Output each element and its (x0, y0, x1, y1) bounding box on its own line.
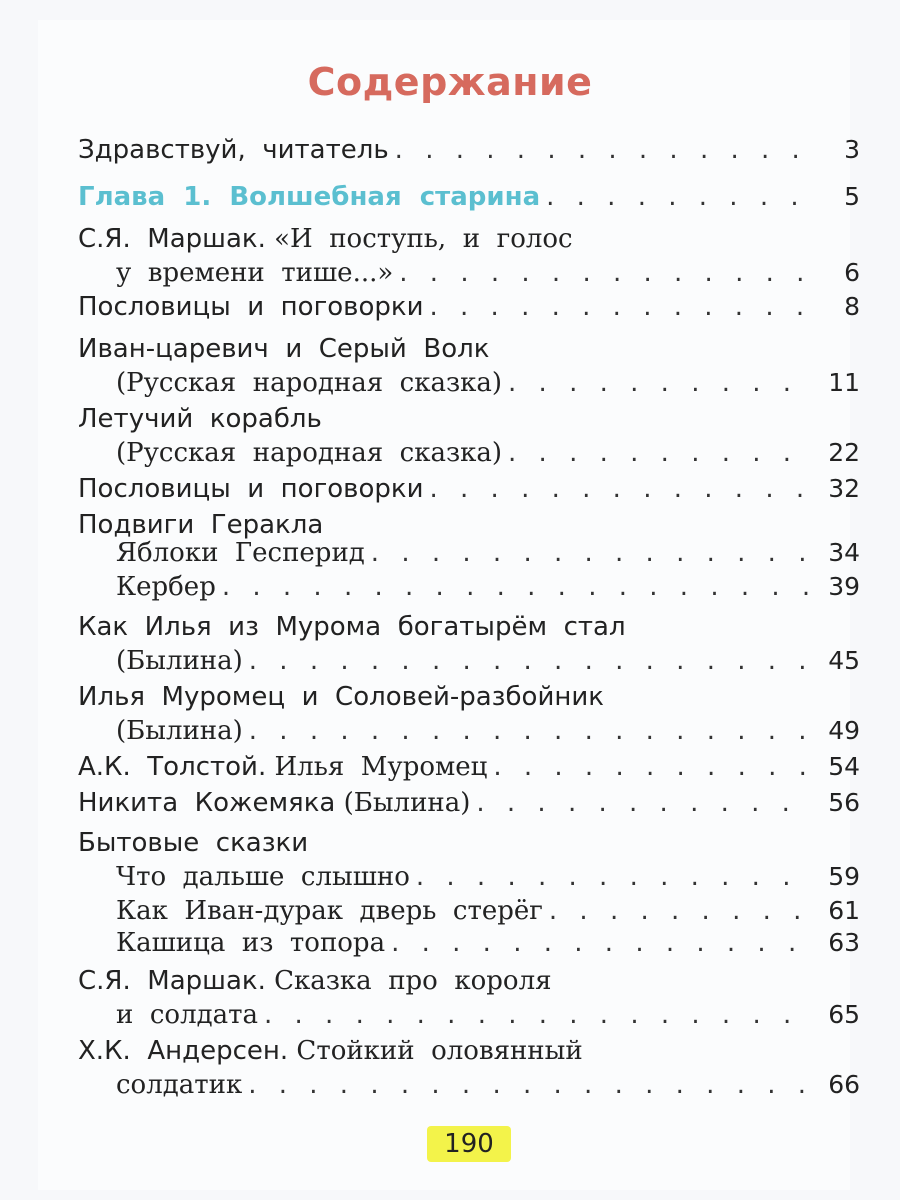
toc-entry-text: Х.К. Андерсен. (78, 1036, 289, 1066)
toc-entry[interactable] (78, 610, 860, 678)
toc-entry[interactable] (78, 1034, 860, 1102)
toc-entry[interactable] (78, 536, 860, 570)
toc-page-number: 63 (828, 928, 860, 957)
dot-leader (546, 180, 810, 214)
toc-entry[interactable] (78, 332, 860, 400)
toc-entry-line (78, 180, 860, 214)
toc-entry-text: и солдата (116, 1000, 258, 1030)
toc-entry-line (78, 680, 860, 714)
dot-leader (249, 714, 810, 748)
toc-entry[interactable] (78, 570, 860, 604)
toc-entry-line (78, 610, 860, 644)
chapter-heading: Глава 1. Волшебная старина (78, 182, 541, 212)
toc-entry[interactable] (78, 472, 860, 506)
toc-entry-line (78, 926, 860, 960)
toc-page-number: 49 (828, 716, 860, 745)
toc-entry-line (78, 714, 860, 748)
toc-entry-line (78, 644, 860, 678)
toc-entry-line (78, 860, 860, 894)
toc-entry-line (78, 570, 860, 604)
toc-page-number: 61 (828, 896, 860, 925)
toc-entry-text: Кербер (116, 572, 216, 602)
toc-entry-line (78, 1068, 860, 1102)
toc-page-number: 56 (828, 788, 860, 817)
toc-entry-text: Иван-царевич и Серый Волк (78, 334, 490, 364)
dot-leader (391, 926, 810, 960)
toc-page-number: 6 (844, 258, 860, 287)
toc-page-number: 22 (828, 438, 860, 467)
toc-entry-line (78, 402, 860, 436)
dot-leader (430, 472, 811, 506)
dot-leader (493, 750, 810, 784)
toc-entry-text: Кашица из топора (116, 928, 386, 958)
toc-entry-text: (Былина) (116, 716, 243, 746)
toc-entry-line (78, 1034, 860, 1068)
toc-entry-line (78, 133, 860, 167)
toc-page-number: 34 (828, 538, 860, 567)
toc-entry-line (78, 998, 860, 1032)
toc-page-number: 11 (828, 368, 860, 397)
toc-entry-text: Никита Кожемяка (78, 788, 336, 818)
toc-entry-text: (Былина) (335, 788, 471, 818)
toc-entry-text: (Былина) (116, 646, 243, 676)
toc-entry-line (78, 750, 860, 784)
toc-page-number: 65 (828, 1000, 860, 1029)
toc-entry[interactable] (78, 402, 860, 470)
toc-entry-line (78, 290, 860, 324)
dot-leader (264, 998, 810, 1032)
dot-leader (222, 570, 810, 604)
toc-page-number: 8 (844, 292, 860, 321)
toc-entry[interactable] (78, 680, 860, 748)
dot-leader (508, 436, 810, 470)
toc-entry-text: Что дальше слышно (116, 862, 410, 892)
toc-entry-text: А.К. Толстой. (78, 752, 267, 782)
toc-entry-text: Летучий корабль (78, 404, 322, 434)
toc-entry-text: (Русская народная сказка) (116, 438, 503, 468)
dot-leader (476, 786, 810, 820)
toc-page-number: 39 (828, 572, 860, 601)
toc-entry-text: солдатик (116, 1070, 243, 1100)
toc-entry-line (78, 332, 860, 366)
toc-entry-text: С.Я. Маршак. (78, 966, 266, 996)
dot-leader (416, 860, 810, 894)
dot-leader (371, 536, 810, 570)
toc-entry-text: Илья Муромец и Соловей-разбойник (78, 682, 604, 712)
toc-entry-text: (Русская народная сказка) (116, 368, 503, 398)
dot-leader (248, 1068, 810, 1102)
toc-entry-line (78, 222, 860, 256)
toc-entry[interactable] (78, 894, 860, 928)
dot-leader (549, 894, 810, 928)
toc-entry-text: Пословицы и поговорки (78, 292, 424, 322)
dot-leader (399, 256, 810, 290)
toc-entry[interactable] (78, 860, 860, 894)
toc-page-number: 59 (828, 862, 860, 891)
toc-entry[interactable] (78, 222, 860, 290)
toc-page-number: 66 (828, 1070, 860, 1099)
toc-entry-text: Как Илья из Мурома богатырём стал (78, 612, 626, 642)
toc-page-number: 5 (844, 182, 860, 211)
toc-entry[interactable] (78, 964, 860, 1032)
toc-entry-text: Сказка про короля (265, 966, 552, 996)
toc-entry-text: «И поступь, и голос (265, 224, 573, 254)
toc-entry-text: Пословицы и поговорки (78, 474, 424, 504)
toc-entry[interactable] (78, 786, 860, 820)
toc-entry[interactable] (78, 750, 860, 784)
toc-entry-line (78, 536, 860, 570)
page-number-badge: 190 (427, 1126, 511, 1162)
toc-page-number: 45 (828, 646, 860, 675)
toc-entry-line (78, 894, 860, 928)
toc-page-number: 3 (844, 135, 860, 164)
toc-entry[interactable] (78, 826, 860, 860)
dot-leader (395, 133, 810, 167)
toc-entry-line (78, 436, 860, 470)
toc-entry-text: Подвиги Геракла (78, 510, 324, 540)
page-title: Содержание (307, 60, 593, 104)
toc-entry-text: Яблоки Гесперид (116, 538, 365, 568)
toc-entry-line (78, 256, 860, 290)
toc-entry[interactable] (78, 290, 860, 324)
toc-entry-line (78, 826, 860, 860)
toc-entry-text: С.Я. Маршак. (78, 224, 266, 254)
toc-entry[interactable] (78, 180, 860, 214)
toc-entry-text: Здравствуй, читатель (78, 135, 389, 165)
toc-entry[interactable] (78, 926, 860, 960)
toc-entry-text: Илья Муромец (266, 752, 488, 782)
dot-leader (430, 290, 811, 324)
dot-leader (508, 366, 810, 400)
toc-entry-text: у времени тише...» (116, 258, 394, 288)
toc-page-number: 32 (828, 474, 860, 503)
toc-entry-line (78, 964, 860, 998)
toc-entry[interactable] (78, 133, 860, 167)
toc-entry-text: Стойкий оловянный (288, 1036, 583, 1066)
toc-entry-line (78, 786, 860, 820)
toc-entry-line (78, 366, 860, 400)
toc-entry-text: Бытовые сказки (78, 828, 309, 858)
toc-entry-line (78, 472, 860, 506)
toc-entry-text: Как Иван-дурак дверь стерёг (116, 896, 543, 926)
toc-page-number: 54 (828, 752, 860, 781)
dot-leader (249, 644, 810, 678)
